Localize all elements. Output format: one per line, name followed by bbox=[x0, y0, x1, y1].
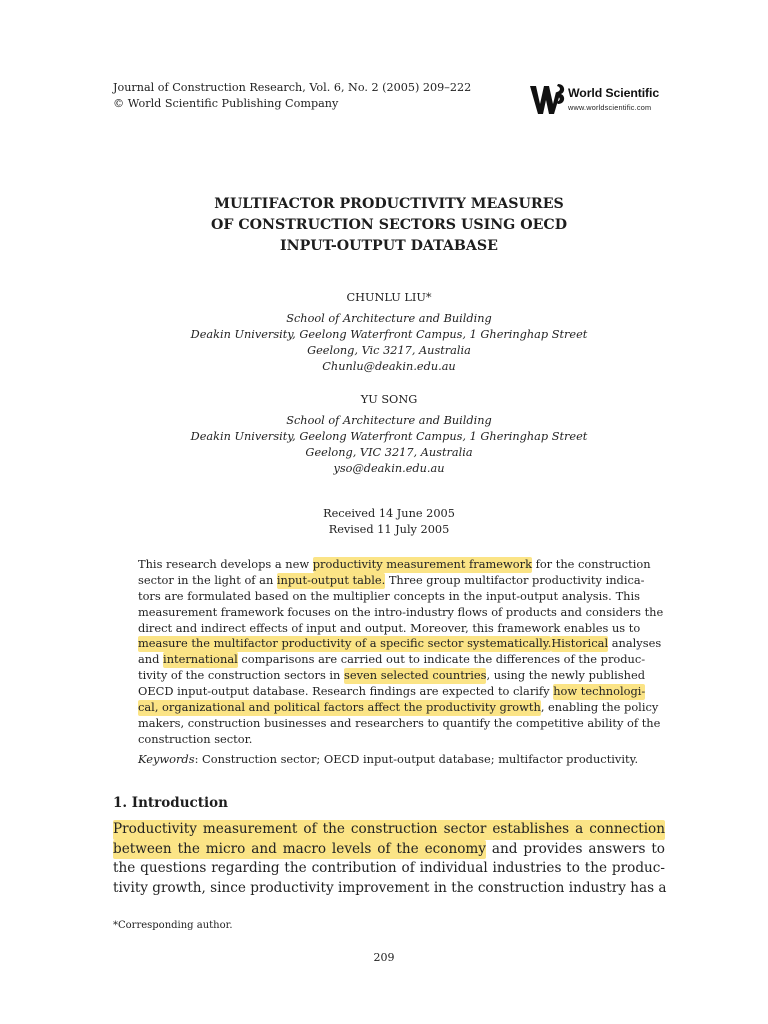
world-scientific-logo bbox=[528, 80, 678, 118]
abstract-line bbox=[138, 715, 661, 732]
received-date: Received 14 June 2005 bbox=[323, 507, 455, 520]
title-line: OF CONSTRUCTION SECTORS USING OECD bbox=[211, 217, 567, 233]
body-line bbox=[113, 859, 665, 879]
author-affiliation: Deakin University, Geelong Waterfront Campus, 1 Gheringhap Street bbox=[190, 328, 588, 341]
text-span: comparisons are carried out to indicate the differences of the produc- bbox=[237, 652, 646, 667]
abstract-line bbox=[138, 621, 640, 637]
highlight[interactable]: seven selected countries bbox=[344, 668, 487, 683]
author-affiliation: Deakin University, Geelong Waterfront Campus, 1 Gheringhap Street bbox=[190, 430, 588, 443]
body-line bbox=[113, 879, 665, 899]
text-span: measurement framework focuses on the intro-industry flows of products and considers the bbox=[138, 604, 664, 619]
highlight[interactable]: Historical bbox=[551, 636, 609, 651]
highlight[interactable]: between the micro and macro levels of the economy bbox=[113, 840, 486, 860]
body-line bbox=[113, 840, 665, 860]
author-block bbox=[150, 392, 628, 477]
paper-title bbox=[150, 194, 628, 257]
author-name: CHUNLU LIU* bbox=[346, 291, 432, 304]
publisher-copyright: © World Scientific Publishing Company bbox=[113, 97, 339, 110]
author-email: Chunlu@deakin.edu.au bbox=[322, 360, 456, 373]
abstract-line bbox=[138, 636, 662, 652]
ws-logo-icon bbox=[528, 82, 566, 116]
keywords bbox=[138, 751, 640, 767]
abstract-line bbox=[138, 572, 645, 589]
text-span: , using the newly published bbox=[486, 668, 646, 683]
author-affiliation: School of Architecture and Building bbox=[286, 312, 492, 325]
page-number: 209 bbox=[373, 951, 395, 964]
abstract-line bbox=[138, 732, 640, 748]
footnote: *Corresponding author. bbox=[113, 920, 233, 931]
abstract bbox=[138, 557, 664, 748]
text-span: analyses bbox=[608, 636, 662, 651]
revised-date: Revised 11 July 2005 bbox=[328, 523, 450, 536]
abstract-line bbox=[138, 700, 659, 716]
manuscript-dates bbox=[150, 506, 628, 538]
author-address: Geelong, Vic 3217, Australia bbox=[307, 344, 471, 357]
keywords-label: Keywords bbox=[138, 752, 195, 766]
highlight[interactable]: how technologi- bbox=[553, 684, 646, 699]
author-affiliation: School of Architecture and Building bbox=[286, 414, 492, 427]
highlight[interactable]: productivity measurement framework bbox=[312, 557, 532, 571]
body-line bbox=[113, 820, 665, 840]
highlight[interactable]: measure the multifactor productivity of a specific sector systematically. bbox=[138, 636, 552, 651]
text-span: the questions regarding the contribution of individual industries to the produc- bbox=[113, 860, 665, 877]
text-span: and bbox=[138, 652, 164, 667]
author-address: Geelong, VIC 3217, Australia bbox=[305, 446, 473, 459]
highlight[interactable]: input-output table. bbox=[276, 572, 386, 587]
abstract-line bbox=[138, 684, 646, 700]
logo-publisher-name: World Scientific bbox=[568, 86, 660, 100]
text-span: tivity of the construction sectors in bbox=[138, 668, 345, 683]
text-span: OECD input-output database. Research findings are expected to clarify bbox=[138, 684, 554, 699]
author-name: YU SONG bbox=[360, 393, 418, 406]
title-line: MULTIFACTOR PRODUCTIVITY MEASURES bbox=[214, 196, 564, 212]
abstract-line bbox=[138, 589, 640, 605]
introduction-text bbox=[113, 820, 665, 899]
text-span: This research develops a new bbox=[138, 557, 313, 571]
abstract-line bbox=[138, 668, 646, 684]
text-span: and provides answers to bbox=[485, 840, 665, 857]
author-email: yso@deakin.edu.au bbox=[333, 462, 445, 475]
highlight[interactable]: cal, organizational and political factors affect the productivity growth bbox=[138, 700, 541, 715]
journal-citation bbox=[113, 80, 533, 112]
logo-url: www.worldscientific.com bbox=[568, 103, 652, 112]
journal-info: Journal of Construction Research, Vol. 6, No. 2 (2005) 209–222 bbox=[113, 81, 472, 94]
abstract-line bbox=[138, 652, 646, 668]
text-span: Three group multifactor productivity indica- bbox=[385, 572, 645, 587]
abstract-line bbox=[138, 557, 651, 573]
title-line: INPUT-OUTPUT DATABASE bbox=[280, 238, 498, 254]
text-span: Productivity measurement of the construction sector establishes a connection bbox=[113, 821, 665, 837]
highlight[interactable]: international bbox=[163, 652, 238, 667]
text-span: for the construction bbox=[531, 557, 651, 571]
text-span: makers, construction businesses and researchers to quantify the competitive ability of the bbox=[138, 715, 661, 730]
highlight[interactable] bbox=[113, 820, 665, 840]
text-span: construction sector. bbox=[138, 731, 253, 746]
author-block bbox=[150, 290, 628, 375]
text-span: sector in the light of an bbox=[138, 572, 277, 587]
text-span: , enabling the policy bbox=[540, 700, 659, 715]
text-span: direct and indirect effects of input and output. Moreover, this framework enables us to bbox=[138, 620, 641, 635]
keywords-text: : Construction sector; OECD input-output database; multifactor productivity. bbox=[194, 752, 639, 766]
text-span: tors are formulated based on the multiplier concepts in the input-output analysis. This bbox=[138, 588, 640, 603]
section-heading: 1. Introduction bbox=[113, 795, 228, 811]
text-span: tivity growth, since productivity improvement in the construction industry has a bbox=[113, 880, 667, 897]
abstract-line bbox=[138, 604, 664, 621]
